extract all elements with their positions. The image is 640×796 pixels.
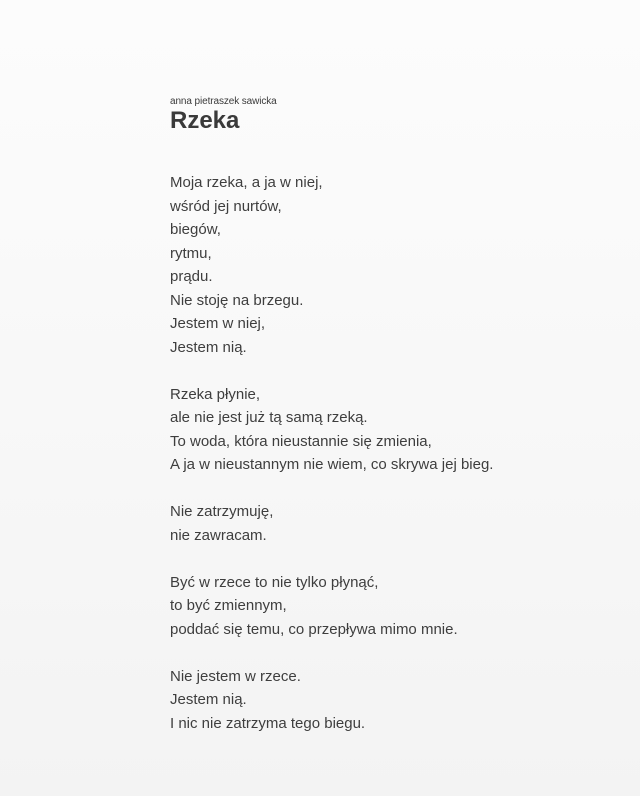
poem-line: ale nie jest już tą samą rzeką. [170, 409, 368, 426]
poem-body [170, 171, 610, 735]
stanza-2 [170, 383, 610, 477]
stanza-1 [170, 171, 610, 359]
author-name: anna pietraszek sawicka [170, 96, 277, 107]
poem-line: Jestem nią. [170, 691, 247, 708]
stanza-5 [170, 665, 610, 736]
poem-line: Nie zatrzymuję, [170, 503, 274, 520]
poem-line: Jestem w niej, [170, 315, 266, 332]
stanza-3 [170, 500, 610, 547]
poem-line: I nic nie zatrzyma tego biegu. [170, 714, 366, 732]
poem-line: To woda, która nieustannie się zmienia, [170, 432, 432, 450]
poem-line: Nie stoję na brzegu. [170, 291, 304, 309]
poem-page [170, 96, 610, 759]
poem-line: Być w rzece to nie tylko płynąć, [170, 573, 379, 591]
poem-line: Moja rzeka, a ja w niej, [170, 174, 323, 191]
poem-line: biegów, [170, 221, 221, 238]
poem-line: to być zmiennym, [170, 597, 287, 614]
poem-line: nie zawracam. [170, 526, 267, 544]
poem-line: Jestem nią. [170, 338, 247, 356]
poem-line: A ja w nieustannym nie wiem, co skrywa jej bieg. [170, 456, 494, 473]
poem-line: Nie jestem w rzece. [170, 667, 301, 685]
poem-line: poddać się temu, co przepływa mimo mnie. [170, 620, 458, 638]
poem-line: wśród jej nurtów, [170, 197, 282, 215]
poem-line: rytmu, [170, 244, 212, 262]
poem-line: Rzeka płynie, [170, 385, 261, 403]
poem-line: prądu. [170, 268, 213, 285]
poem-title: Rzeka [170, 107, 240, 134]
stanza-4 [170, 571, 610, 642]
